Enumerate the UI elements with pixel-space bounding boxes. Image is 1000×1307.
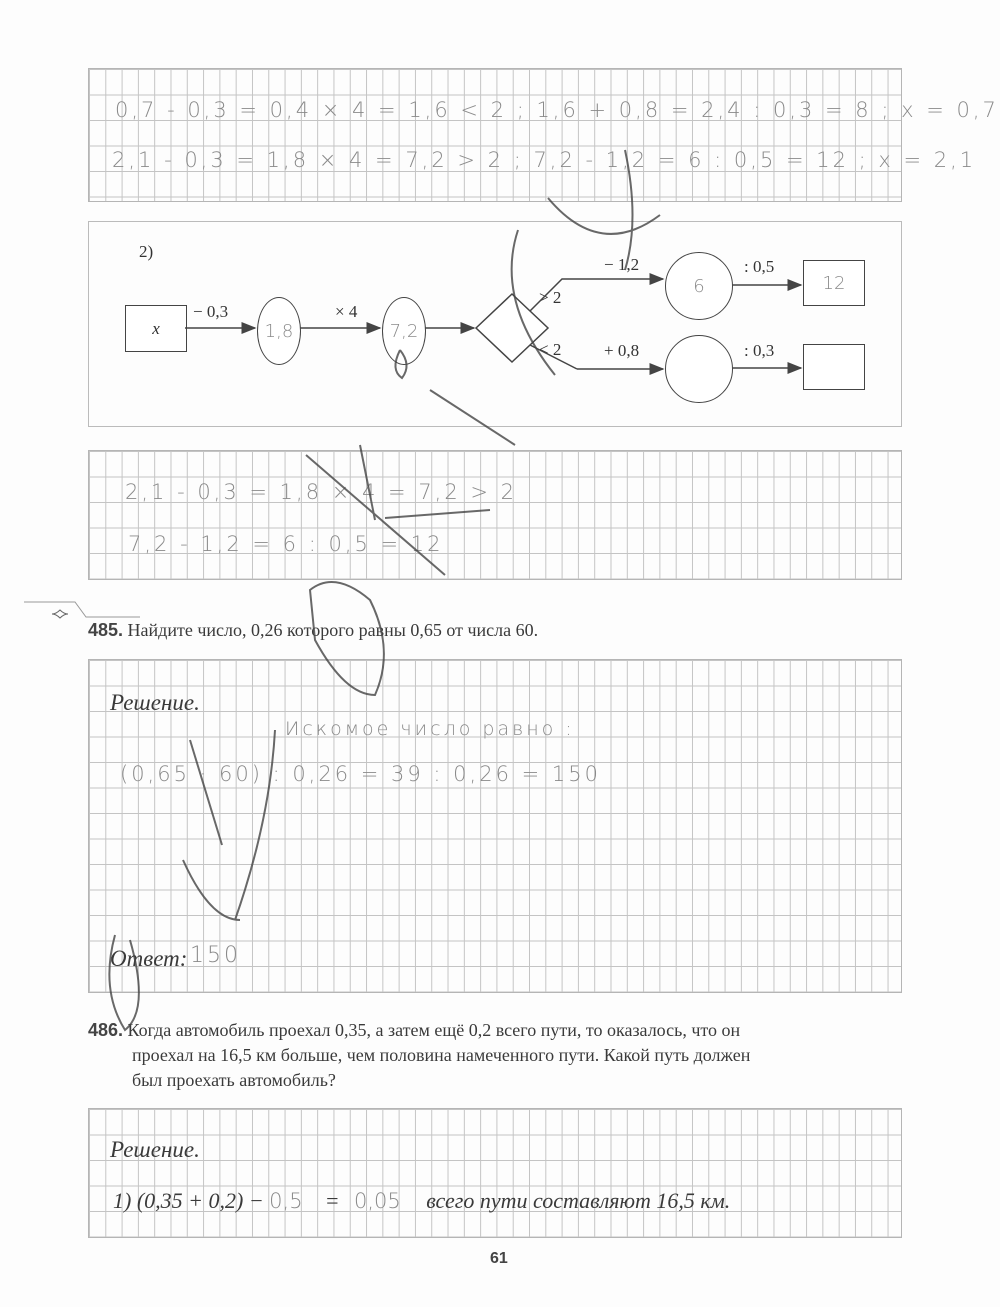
step-1-suffix: всего пути составляют 16,5 км. — [426, 1188, 731, 1213]
lower-operation: + 0,8 — [604, 341, 640, 360]
middle-work-line-1: 2,1 - 0,3 = 1,8 × 4 = 7,2 > 2 — [125, 480, 518, 504]
problem-486-grid — [88, 1108, 902, 1238]
middle-work-grid — [88, 450, 902, 580]
page-number: 61 — [490, 1250, 508, 1267]
top-work-line-2: 2,1 - 0,3 = 1,8 × 4 = 7,2 > 2 ; 7,2 - 1,2 = 6 : 0,5 = 12 ; x = 2,1 — [112, 148, 977, 172]
upper-result: 12 — [822, 272, 846, 294]
problem-486-line-2: проехал на 16,5 км больше, чем половина намеченного пути. Какой путь должен — [132, 1045, 751, 1065]
step2-value: 7,2 — [389, 320, 419, 342]
flow-diagram — [88, 221, 902, 427]
step1-operation: − 0,3 — [193, 302, 229, 321]
lower-operation-2: : 0,3 — [744, 341, 775, 360]
diagram-arrows — [89, 222, 901, 426]
problem-485-number: 485. — [88, 620, 124, 640]
problem-485-text — [88, 620, 538, 641]
top-work-grid — [88, 68, 902, 202]
problem-485-work-1: Искомое число равно : — [285, 718, 575, 740]
problem-486-step-1 — [113, 1188, 730, 1214]
problem-485-work-2: (0,65 · 60) : 0,26 = 39 : 0,26 = 150 — [120, 762, 601, 786]
step-1-fill-1: 0,5 — [269, 1189, 303, 1213]
top-work-line-1: 0,7 - 0,3 = 0,4 × 4 = 1,6 < 2 ; 1,6 + 0,8 = 2,4 : 0,3 = 8 ; x = 0,7 — [115, 98, 999, 122]
diagram-label: 2) — [139, 242, 154, 261]
problem-485-statement: Найдите число, 0,26 которого равны 0,65 от числа 60. — [127, 620, 539, 640]
step-1-prefix: 1) (0,35 + 0,2) − — [113, 1188, 264, 1213]
branch-lt-label: < 2 — [539, 340, 562, 359]
problem-486-line-3: был проехать автомобиль? — [132, 1070, 336, 1090]
step1-value: 1,8 — [264, 320, 294, 342]
problem-486-solution-label: Решение. — [110, 1137, 200, 1162]
problem-485-solution-label: Решение. — [110, 690, 200, 715]
problem-486-line-1: Когда автомобиль проехал 0,35, а затем ещё 0,2 всего пути, то оказалось, что он — [127, 1020, 741, 1040]
problem-486-number: 486. — [88, 1020, 124, 1040]
step2-operation: × 4 — [335, 302, 358, 321]
middle-work-line-2: 7,2 - 1,2 = 6 : 0,5 = 12 — [128, 532, 444, 556]
step-1-fill-2: 0,05 — [354, 1189, 401, 1213]
problem-486-text — [88, 1018, 750, 1093]
branch-gt-label: > 2 — [539, 288, 562, 307]
step-1-equals: = — [326, 1188, 339, 1213]
upper-operation-2: : 0,5 — [744, 257, 775, 276]
upper-operation: − 1,2 — [604, 255, 640, 274]
problem-485-answer: 150 — [190, 943, 241, 968]
upper-value: 6 — [693, 275, 705, 297]
problem-485-answer-label: Ответ: — [110, 946, 188, 971]
input-variable: x — [152, 318, 160, 338]
